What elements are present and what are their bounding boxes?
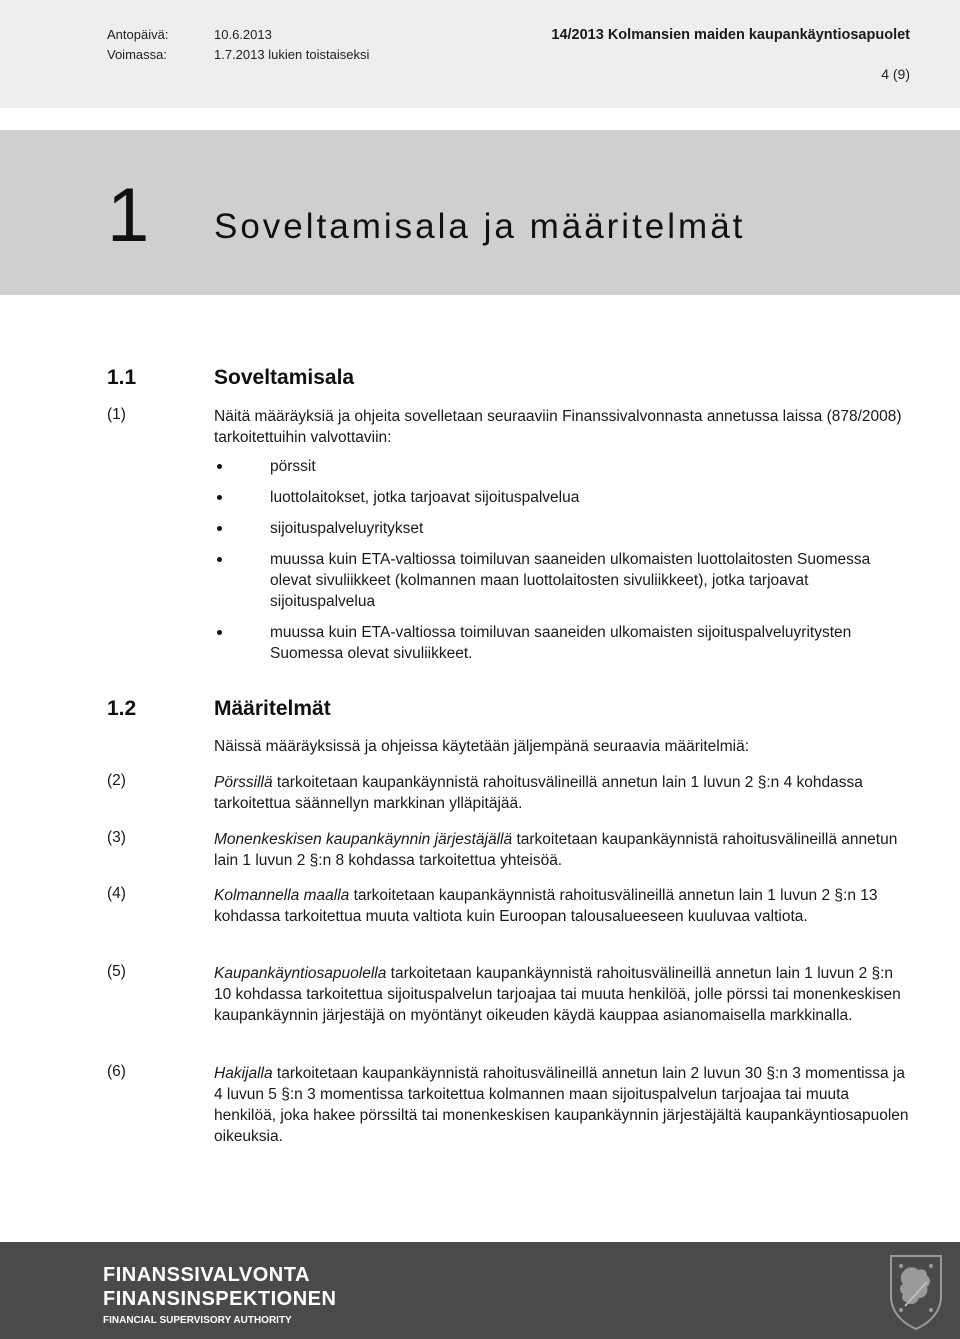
bullet-icon bbox=[217, 526, 222, 531]
definition-text: tarkoitetaan kaupankäynnistä rahoitusvälineillä annetun lain 1 luvun 2 §:n 10 kohdassa tarkoitettua sijoituspalvelun tarjoajaa tai muuta henkilöä, jolle pörssi tai monenkeskisen kaupankäynnin järjestäjä on myöntänyt oikeuden käydä kauppaa asianomaisella markkinalla. bbox=[214, 965, 901, 1024]
logo-text-sv: FINANSINSPEKTIONEN bbox=[103, 1288, 337, 1310]
section-title: Soveltamisala bbox=[214, 366, 355, 389]
defined-term: Kolmannella maalla bbox=[214, 887, 350, 904]
bullet-icon bbox=[217, 630, 222, 635]
list-item-text: muussa kuin ETA-valtiossa toimiluvan saaneiden ulkomaisten luottolaitosten Suomessa olevat sivuliikkeet (kolmannen maan luottolaitosten sivuliikkeet), jotka tarjoavat sijoituspalvelua bbox=[270, 551, 871, 610]
list-item bbox=[214, 456, 914, 477]
definition-text: tarkoitetaan kaupankäynnistä rahoitusvälineillä annetun lain 1 luvun 2 §:n 13 kohdassa tarkoitettua muuta valtiota kuin Euroopan talousalueeseen kuuluvaa valtiota. bbox=[214, 887, 878, 925]
paragraph-number: (1) bbox=[107, 406, 126, 423]
list-item-text: luottolaitokset, jotka tarjoavat sijoituspalvelua bbox=[270, 489, 580, 506]
scope-list bbox=[214, 456, 914, 664]
paragraph-text: Näitä määräyksiä ja ohjeita sovelletaan seuraaviin Finanssivalvonnasta annetussa laissa (878/2008) tarkoitettuihin valvottaviin: bbox=[214, 408, 902, 446]
definition-text: tarkoitetaan kaupankäynnistä rahoitusvälineillä annetun lain 1 luvun 2 §:n 8 kohdassa tarkoitettua yhteisöä. bbox=[214, 831, 898, 869]
section-number: 1.2 bbox=[107, 697, 137, 720]
chapter-title: Soveltamisala ja määritelmät bbox=[214, 207, 746, 246]
paragraph-number: (3) bbox=[107, 829, 126, 846]
logo-text-fi: FINANSSIVALVONTA bbox=[103, 1264, 310, 1286]
definition-text: tarkoitetaan kaupankäynnistä rahoitusvälineillä annetun lain 1 luvun 2 §:n 4 kohdassa tarkoitettua säännellyn markkinan ylläpitäjää. bbox=[214, 774, 863, 812]
list-item-text: pörssit bbox=[270, 458, 316, 475]
bullet-icon bbox=[217, 557, 222, 562]
valid-value: 1.7.2013 lukien toistaiseksi bbox=[214, 47, 370, 62]
definition-paragraph bbox=[214, 885, 914, 927]
page-number: 4 (9) bbox=[881, 66, 910, 82]
list-item bbox=[214, 518, 914, 539]
issued-label: Antopäivä: bbox=[107, 27, 169, 42]
definitions-intro: Näissä määräyksissä ja ohjeissa käytetään jäljempänä seuraavia määritelmiä: bbox=[214, 738, 749, 755]
definition-paragraph bbox=[214, 1063, 914, 1147]
paragraph-number: (2) bbox=[107, 772, 126, 789]
issued-date: 10.6.2013 bbox=[214, 27, 272, 42]
definition-paragraph bbox=[214, 772, 914, 814]
definition-text: tarkoitetaan kaupankäynnistä rahoitusvälineillä annetun lain 2 luvun 30 §:n 3 momentissa ja 4 luvun 5 §:n 3 momentissa tarkoitettua kolmannen maan sijoituspalvelun tarjoajaa tai muuta henkilöä, joka hakee pörssiltä tai monenkeskisen kaupankäynnin järjestäjältä kaupankäyntiosapuolen oikeuksia. bbox=[214, 1065, 909, 1145]
bullet-icon bbox=[217, 495, 222, 500]
paragraph-number: (6) bbox=[107, 1063, 126, 1080]
list-item-text: muussa kuin ETA-valtiossa toimiluvan saaneiden ulkomaisten sijoituspalveluyritysten Suomessa olevat sivuliikkeet. bbox=[270, 624, 852, 662]
defined-term: Kaupankäyntiosapuolella bbox=[214, 965, 387, 982]
defined-term: Pörssillä bbox=[214, 774, 273, 791]
paragraph-number: (5) bbox=[107, 963, 126, 980]
paragraph-number: (4) bbox=[107, 885, 126, 902]
bullet-icon bbox=[217, 464, 222, 469]
logo-text-en: FINANCIAL SUPERVISORY AUTHORITY bbox=[103, 1315, 292, 1326]
list-item bbox=[214, 622, 914, 664]
chapter-number: 1 bbox=[107, 173, 150, 258]
list-item bbox=[214, 487, 914, 508]
list-item bbox=[214, 549, 914, 612]
valid-label: Voimassa: bbox=[107, 47, 167, 62]
list-item-text: sijoituspalveluyritykset bbox=[270, 520, 424, 537]
lion-crest-icon bbox=[885, 1252, 947, 1332]
definition-paragraph bbox=[214, 829, 914, 871]
page-header bbox=[0, 0, 960, 108]
section-number: 1.1 bbox=[107, 366, 137, 389]
section-title: Määritelmät bbox=[214, 697, 331, 720]
document-title: 14/2013 Kolmansien maiden kaupankäyntiosapuolet bbox=[551, 27, 910, 43]
page-footer bbox=[0, 1242, 960, 1339]
defined-term: Hakijalla bbox=[214, 1065, 273, 1082]
defined-term: Monenkeskisen kaupankäynnin järjestäjällä bbox=[214, 831, 513, 848]
definition-paragraph bbox=[214, 963, 914, 1026]
